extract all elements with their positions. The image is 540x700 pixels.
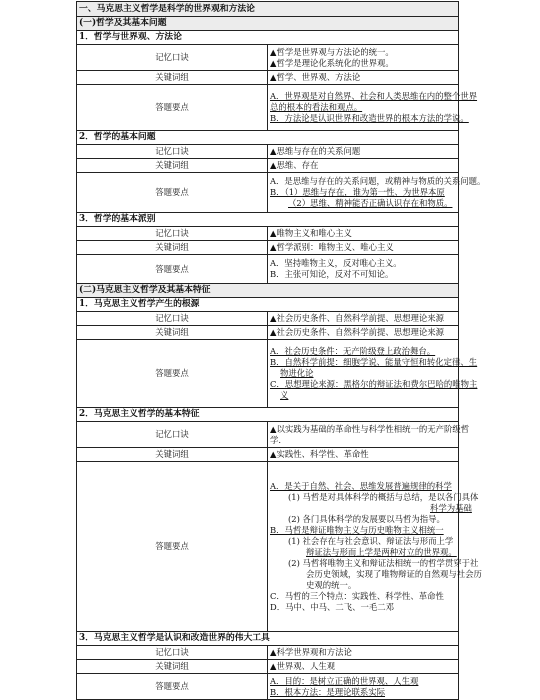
table-row [77, 173, 459, 213]
content-line: ▲哲学派别：唯物主义、唯心主义 [270, 242, 394, 252]
content-line: 学. [270, 434, 282, 445]
table-row [77, 326, 459, 340]
row-content [268, 159, 459, 173]
content-line: (2) 马哲将唯物主义和辩证法相统一的哲学贯穿于社 [288, 557, 479, 568]
row-label: 记忆口诀 [77, 145, 268, 159]
content-line: 辩证法与形而上学是两种对立的世界观。 [306, 546, 457, 557]
row-label: 答题要点 [77, 462, 268, 632]
content-line: C．思想理论来源：黑格尔的辩证法和费尔巴哈的唯物主 [270, 379, 478, 389]
table-row [77, 448, 459, 462]
subsection-title: 2．马克思主义哲学的基本特征 [77, 408, 459, 422]
content-line: A．世界观是对自然界、社会和人类思维在内的整个世界 [270, 91, 478, 101]
row-label: 记忆口诀 [77, 227, 268, 241]
content-line: B．方法论是认识世界和改造世界的根本方法的学说。 [270, 113, 469, 123]
row-label: 答题要点 [77, 674, 268, 700]
content-line: B．根本方法：是理论联系实际 [270, 686, 386, 697]
content-line: ▲以实践为基础的革命性与科学性相统一的无产阶级哲 [270, 423, 470, 434]
subsection-header-row [77, 632, 459, 646]
content-line: ▲实践性、科学性、革命性 [270, 449, 369, 459]
content-line: ▲哲学是世界观与方法论的统一。 [270, 46, 394, 57]
content-line: A．社会历史条件：无产阶级登上政治舞台。 [270, 346, 436, 356]
section-header-row [77, 17, 459, 31]
table-row [77, 660, 459, 674]
section-title: (一)哲学及其基本问题 [77, 17, 459, 31]
content-line: (1) 社会存在与社会意识、辩证法与形而上学 [288, 535, 454, 546]
table-row [77, 255, 459, 284]
subsection-header-row [77, 213, 459, 227]
content-line: B．自然科学前提：细胞学说、能量守恒和转化定律、生 [270, 357, 478, 367]
row-content [268, 227, 459, 241]
row-label: 关键词组 [77, 159, 268, 173]
subsection-header-row [77, 408, 459, 422]
section-header-row [77, 284, 459, 298]
row-content [268, 45, 459, 71]
content-line: ▲思维、存在 [270, 160, 319, 170]
content-line: 科学为基础 [430, 502, 472, 513]
row-label: 答题要点 [77, 173, 268, 213]
content-line: B．主张可知论，反对不可知论。 [270, 269, 394, 279]
table-row [77, 422, 459, 448]
row-content [268, 422, 470, 448]
table-row [77, 71, 459, 85]
row-content [268, 448, 459, 462]
content-line: A．坚持唯物主义，反对唯心主义。 [270, 258, 402, 268]
subsection-title: 2．哲学的基本问题 [77, 131, 459, 145]
section-title: (二)马克思主义哲学及其基本特征 [77, 284, 459, 298]
row-label: 关键词组 [77, 71, 268, 85]
content-line: B．（1）思维与存在，谁为第一性、为世界本原 [270, 187, 445, 197]
row-label: 答题要点 [77, 340, 268, 408]
row-label: 关键词组 [77, 448, 268, 462]
content-line: 史观的统一。 [306, 579, 357, 590]
table-row [77, 45, 459, 71]
subsection-title: 1．马克思主义哲学产生的根源 [77, 298, 459, 312]
table-row [77, 674, 459, 700]
table-row [77, 159, 459, 173]
content-line: A．是思维与存在的关系问题，或精神与物质的关系问题。 [270, 176, 486, 186]
row-content [268, 71, 459, 85]
study-table-container [76, 1, 486, 697]
row-content [268, 312, 459, 326]
content-line: B．马哲是辩证唯物主义与历史唯物主义相统一 [270, 524, 444, 535]
table-row [77, 462, 459, 632]
row-content [268, 145, 459, 159]
content-line: 总的根本的看法和观点。 [270, 102, 363, 112]
row-content [268, 660, 459, 674]
subsection-header-row [77, 31, 459, 45]
content-line: (2) 各门具体科学的发展要以马哲为指导。 [288, 513, 445, 524]
row-content [268, 340, 478, 408]
row-content [268, 326, 459, 340]
table-row [77, 145, 459, 159]
subsection-header-row [77, 298, 459, 312]
subsection-title: 3．哲学的基本派别 [77, 213, 459, 227]
content-line: D．马中、中马、二飞、一毛二邓 [270, 601, 394, 612]
row-label: 记忆口诀 [77, 646, 268, 660]
subsection-title: 3．马克思主义哲学是认识和改造世界的伟大工具 [77, 632, 459, 646]
table-row [77, 227, 459, 241]
subsection-title: 1．哲学与世界观、方法论 [77, 31, 459, 45]
row-label: 关键词组 [77, 326, 268, 340]
content-line: ▲哲学、世界观、方法论 [270, 72, 361, 82]
section-title: 一、马克思主义哲学是科学的世界观和方法论 [77, 2, 459, 17]
content-line: (1) 马哲是对具体科学的概括与总结，是以各门具体 [288, 491, 479, 502]
table-row [77, 646, 459, 660]
row-content [268, 173, 486, 213]
content-line: ▲世界观、人生观 [270, 661, 336, 671]
content-line: 义 [280, 390, 289, 400]
row-label: 记忆口诀 [77, 422, 268, 448]
content-line: ▲思维与存在的关系问题 [270, 146, 361, 156]
content-line: 会历史领域，实现了唯物辩证的自然观与社会历 [306, 568, 482, 579]
table-row [77, 85, 459, 131]
row-label: 答题要点 [77, 255, 268, 284]
row-label: 答题要点 [77, 85, 268, 131]
table-row [77, 340, 459, 408]
row-label: 记忆口诀 [77, 45, 268, 71]
content-line: A．目的：是树立正确的世界观、人生观 [270, 675, 419, 686]
row-content [268, 462, 482, 632]
row-content [268, 255, 459, 284]
study-notes-table [76, 1, 486, 700]
content-line: ▲科学世界观和方法论 [270, 647, 352, 657]
content-line: （2）思维、精神能否正确认识存在和物质。 [288, 198, 453, 208]
row-content [268, 241, 459, 255]
subsection-header-row [77, 131, 459, 145]
content-line: ▲唯物主义和唯心主义 [270, 228, 352, 238]
content-line: ▲社会历史条件、自然科学前提、思想理论来源 [270, 327, 444, 337]
table-row [77, 241, 459, 255]
table-row [77, 312, 459, 326]
content-line: C．马哲的三个特点：实践性、科学性、革命性 [270, 590, 444, 601]
row-label: 关键词组 [77, 660, 268, 674]
content-line: ▲哲学是理论化系统化的世界观。 [270, 57, 394, 68]
row-content [268, 85, 478, 131]
content-line: 物进化论 [280, 368, 314, 378]
row-content [268, 674, 459, 700]
section-header-row [77, 2, 459, 17]
content-line: ▲社会历史条件、自然科学前提、思想理论来源 [270, 313, 444, 323]
content-line: A．是关于自然、社会、思维发展普遍规律的科学 [270, 480, 452, 491]
row-content [268, 646, 459, 660]
row-label: 记忆口诀 [77, 312, 268, 326]
row-label: 关键词组 [77, 241, 268, 255]
